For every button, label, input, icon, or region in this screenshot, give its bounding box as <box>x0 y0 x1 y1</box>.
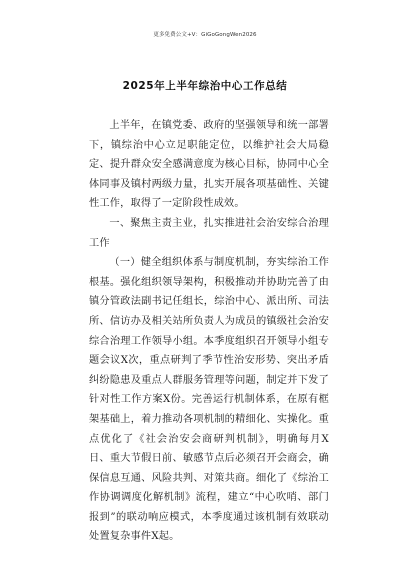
document-body <box>89 116 329 547</box>
document-title: 2025年上半年综治中心工作总结 <box>122 80 288 92</box>
paragraph-intro: 上半年，在镇党委、政府的坚强领导和统一部署下，镇综治中心立足职能定位，以维护社会大局稳定、提升群众安全感满意度为核心目标，协同中心全体同事及镇村两级力量，扎实开展各项基础性、关键性工作，取得了一定阶段性成效。 <box>89 120 329 210</box>
section-heading: 一、聚焦主责主业，扎实推进社会治安综合治理工作 <box>89 217 329 249</box>
paragraph-subsection-1: （一）健全组织体系与制度机制，夯实综治工作根基。强化组织领导架构，积极推动并协助完善了由镇分管政法副书记任组长，综治中心、派出所、司法所、信访办及相关站所负责人为成员的镇级社会治安综合治理工作领导小组。本季度组织召开领导小组专题会议X次，重点研判了季节性治安形势、突出矛盾纠纷隐患及重点人群服务管理等问题，制定并下发了针对性工作方案X份。完善运行机制体系，在原有框架基础上，着力推动各项机制的精细化、实操化。重点优化了《社会治安会商研判机制》，明确每月X日、重大节假日前、敏感节点后必须召开会商会，确保信息互通、风险共判、对策共商。细化了《综治工作协调调度化解机制》流程，建立“中心吹哨、部门报到”的联动响应模式，本季度通过该机制有效联动处置复杂事件X起。 <box>89 257 329 543</box>
header-note: 更多免费公文+V：GiGoGongWen2026 <box>153 32 257 38</box>
